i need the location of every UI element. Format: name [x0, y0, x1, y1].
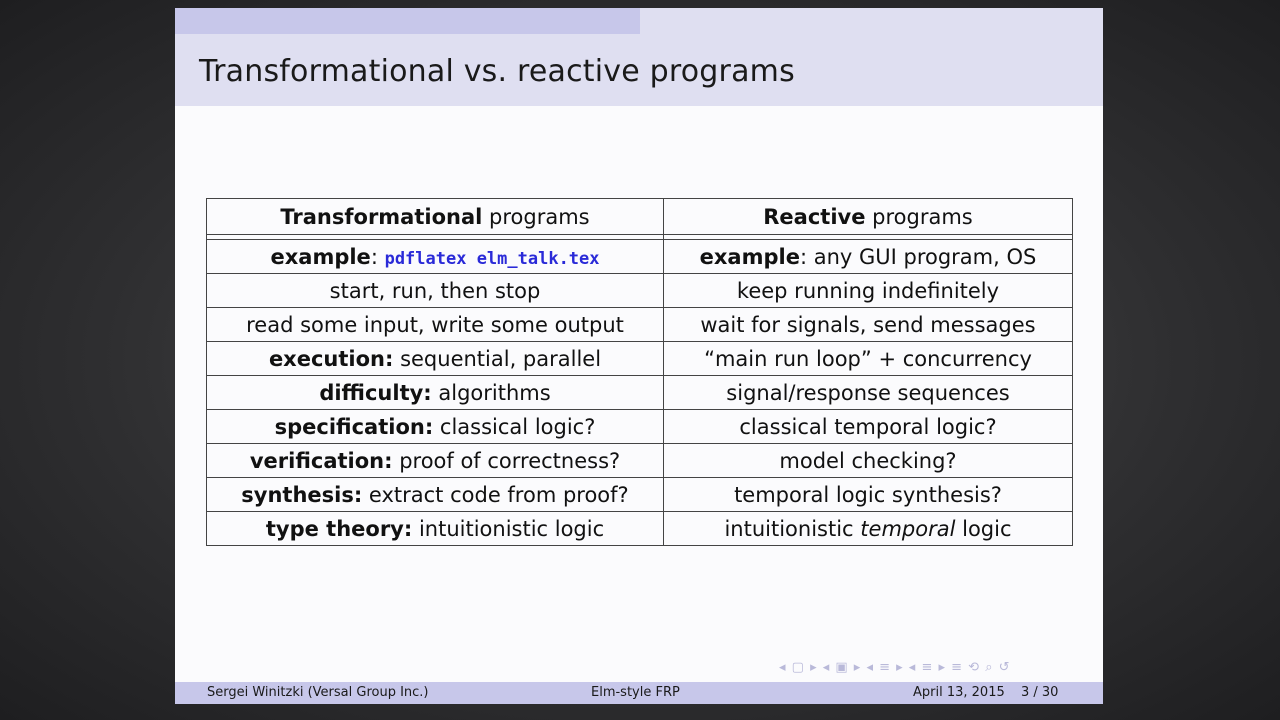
row-right-cell: “main run loop” + concurrency [663, 342, 1073, 376]
row-right-cell: signal/response sequences [663, 376, 1073, 410]
last-right-cell [663, 512, 1073, 546]
row-left-cell [206, 342, 663, 376]
row-left-text: read some input, write some output [246, 312, 624, 337]
last-right-italic: temporal [860, 516, 956, 541]
last-row [206, 512, 1073, 546]
row-left-label: execution: [268, 346, 394, 371]
header-right-bold: Reactive [763, 204, 866, 229]
row-left-cell [206, 274, 663, 308]
row-right-cell: temporal logic synthesis? [663, 478, 1073, 512]
example-right-cell [663, 239, 1073, 274]
row-right-cell: model checking? [663, 444, 1073, 478]
row-left-cell [206, 308, 663, 342]
footer-author: Sergei Winitzki (Versal Group Inc.) [207, 685, 429, 700]
table-header-row [206, 198, 1073, 235]
footer [175, 682, 1103, 704]
last-right-pre: intuitionistic [724, 516, 861, 541]
table-row [206, 376, 1073, 410]
example-row [206, 239, 1073, 274]
last-left-cell [206, 512, 663, 546]
last-left-label: type theory: [265, 516, 413, 541]
example-right-text: : any GUI program, OS [799, 244, 1037, 269]
row-left-cell [206, 410, 663, 444]
table-row [206, 478, 1073, 512]
header-left-bold: Transformational [280, 204, 483, 229]
example-left-code: pdflatex elm_talk.tex [384, 248, 600, 269]
table-row [206, 410, 1073, 444]
slide [175, 8, 1103, 704]
header-right-cell [663, 198, 1073, 235]
table-row [206, 308, 1073, 342]
header-right-text: programs [865, 204, 973, 229]
row-right-cell: classical temporal logic? [663, 410, 1073, 444]
row-left-text: proof of correctness? [392, 448, 621, 473]
footer-date: April 13, 2015 [913, 685, 1005, 700]
example-left-cell [206, 239, 663, 274]
comparison-table [206, 198, 1073, 546]
example-left-sep: : [370, 244, 385, 269]
row-left-text: algorithms [431, 380, 551, 405]
header-left-cell [206, 198, 663, 235]
table-row [206, 342, 1073, 376]
row-right-cell: keep running indefinitely [663, 274, 1073, 308]
row-left-cell [206, 444, 663, 478]
footer-talk: Elm-style FRP [591, 685, 680, 700]
slide-title: Transformational vs. reactive programs [199, 54, 795, 89]
row-left-text: classical logic? [433, 414, 596, 439]
last-right-post: logic [955, 516, 1012, 541]
table-row [206, 274, 1073, 308]
example-left-label: example [270, 244, 371, 269]
last-left-text: intuitionistic logic [412, 516, 605, 541]
row-left-text: extract code from proof? [362, 482, 629, 507]
example-right-label: example [699, 244, 800, 269]
header-left-text: programs [482, 204, 590, 229]
progress-track [640, 8, 1103, 34]
row-left-label: difficulty: [319, 380, 432, 405]
row-left-text: start, run, then stop [329, 278, 541, 303]
row-left-cell [206, 376, 663, 410]
row-left-label: specification: [274, 414, 434, 439]
row-right-cell: wait for signals, send messages [663, 308, 1073, 342]
row-left-label: verification: [249, 448, 393, 473]
progress-bar [175, 8, 640, 34]
footer-page: 3 / 30 [1021, 685, 1059, 700]
row-left-cell [206, 478, 663, 512]
table-row [206, 444, 1073, 478]
beamer-navigation-icons[interactable]: ◂ ▢ ▸ ◂ ▣ ▸ ◂ ≡ ▸ ◂ ≡ ▸ ≡ ⟲ ⌕ ↺ [779, 660, 1011, 675]
row-left-label: synthesis: [241, 482, 363, 507]
row-left-text: sequential, parallel [393, 346, 602, 371]
